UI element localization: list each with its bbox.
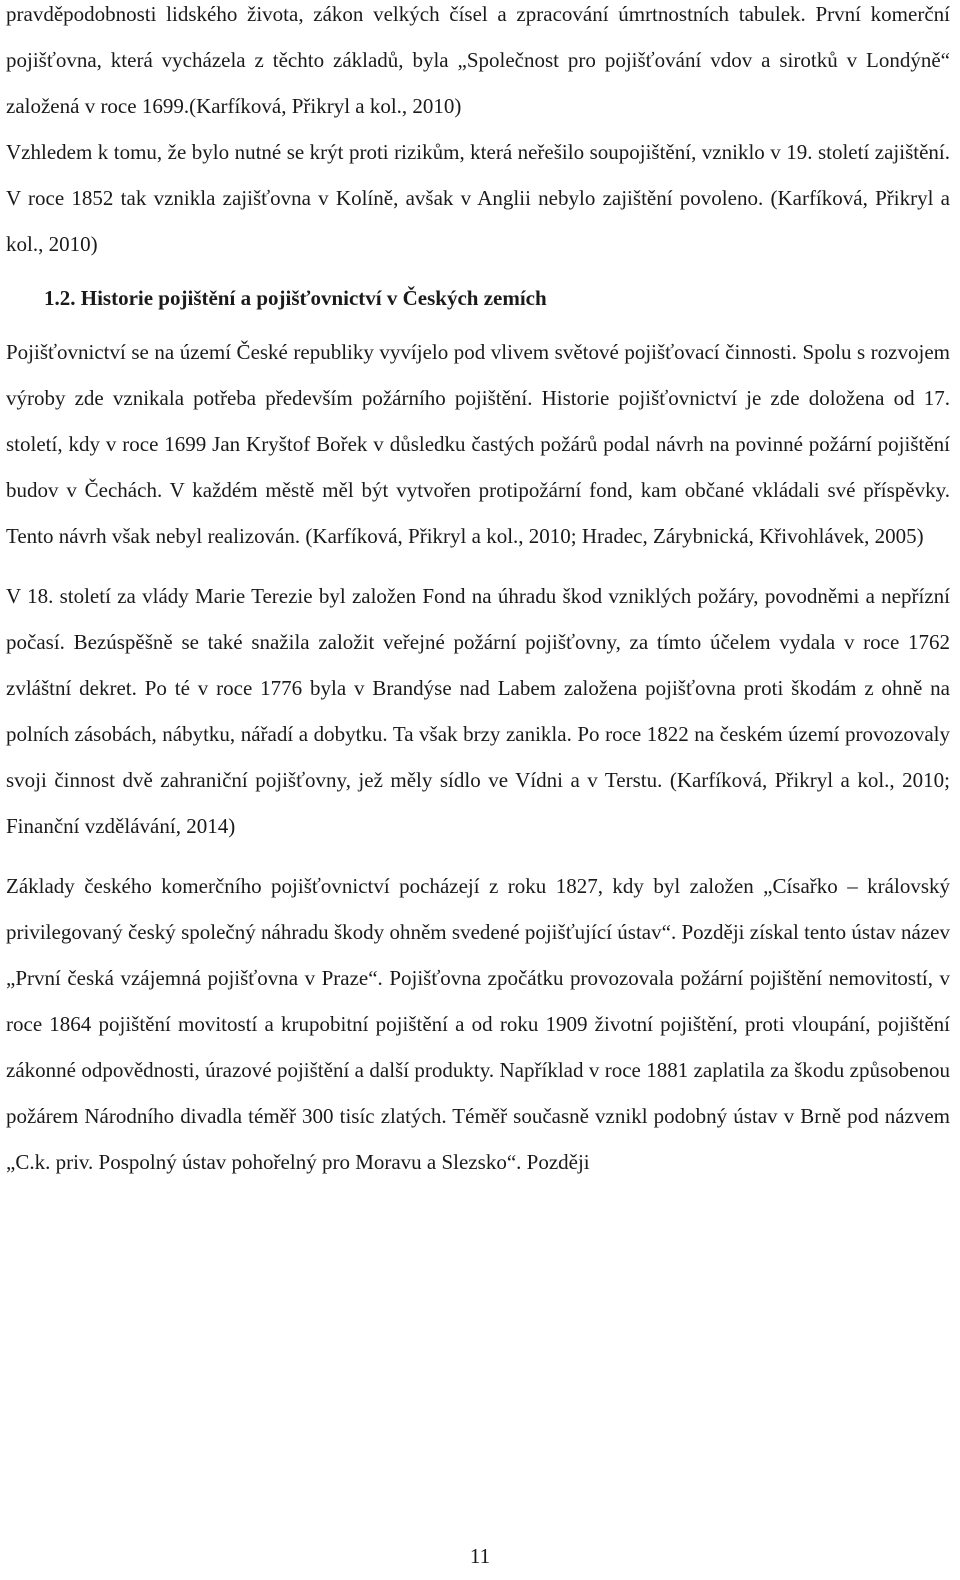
document-page	[6, 0, 950, 1185]
paragraph-commercial-foundations: Základy českého komerčního pojišťovnictví pocházejí z roku 1827, kdy byl založen „Císařko – královský privilegovaný český společný náhradu škody ohněm svedené pojišťující ústav“. Později získal tento ústav název „První česká vzájemná pojišťovna v Praze“. Pojišťovna zpočátku provozovala požární pojištění nemovitostí, v roce 1864 pojištění movitostí a krupobitní pojištění a od roku 1909 životní pojištění, proti vloupání, pojištění zákonné odpovědnosti, úrazové pojištění a další produkty. Například v roce 1881 zaplatila za škodu způsobenou požárem Národního divadla téměř 300 tisíc zlatých. Téměř současně vznikl podobný ústav v Brně pod názvem „C.k. priv. Pospolný ústav pohořelný pro Moravu a Slezsko“. Později	[6, 874, 950, 1174]
paragraph-18th-century: V 18. století za vlády Marie Terezie byl založen Fond na úhradu škod vzniklých požáry, povodněmi a nepřízní počasí. Bezúspěšně se také snažila založit veřejné požární pojišťovny, za tímto účelem vydala v roce 1762 zvláštní dekret. Po té v roce 1776 byla v Brandýse nad Labem založena pojišťovna proti škodám z ohně na polních zásobách, nábytku, nářadí a dobytku. Ta však brzy zanikla. Po roce 1822 na českém území provozovaly svoji činnost dvě zahraniční pojišťovny, jež měly sídlo ve Vídni a v Terstu. (Karfíková, Přikryl a kol., 2010; Finanční vzdělávání, 2014)	[6, 584, 950, 838]
paragraph-reinsurance: Vzhledem k tomu, že bylo nutné se krýt proti rizikům, která neřešilo soupojištění, vzniklo v 19. století zajištění. V roce 1852 tak vznikla zajišťovna v Kolíně, avšak v Anglii nebylo zajištění povoleno. (Karfíková, Přikryl a kol., 2010)	[6, 140, 950, 256]
page-number: 11	[469, 1544, 491, 1568]
paragraph-czech-history: Pojišťovnictví se na území České republiky vyvíjelo pod vlivem světové pojišťovací činnosti. Spolu s rozvojem výroby zde vznikala potřeba především požárního pojištění. Historie pojišťovnictví je zde doložena od 17. století, kdy v roce 1699 Jan Kryštof Bořek v důsledku častých požárů podal návrh na povinné požární pojištění budov v Čechách. V každém městě měl být vytvořen protipožární fond, kam občané vkládali své příspěvky. Tento návrh však nebyl realizován. (Karfíková, Přikryl a kol., 2010; Hradec, Zárybnická, Křivohlávek, 2005)	[6, 340, 950, 548]
section-heading: 1.2. Historie pojištění a pojišťovnictví v Českých zemích	[44, 286, 547, 310]
paragraph-intro-continuation: pravděpodobnosti lidského života, zákon velkých čísel a zpracování úmrtnostních tabulek. První komerční pojišťovna, která vycházela z těchto základů, byla „Společnost pro pojišťování vdov a sirotků v Londýně“ založená v roce 1699.(Karfíková, Přikryl a kol., 2010)	[6, 2, 950, 118]
